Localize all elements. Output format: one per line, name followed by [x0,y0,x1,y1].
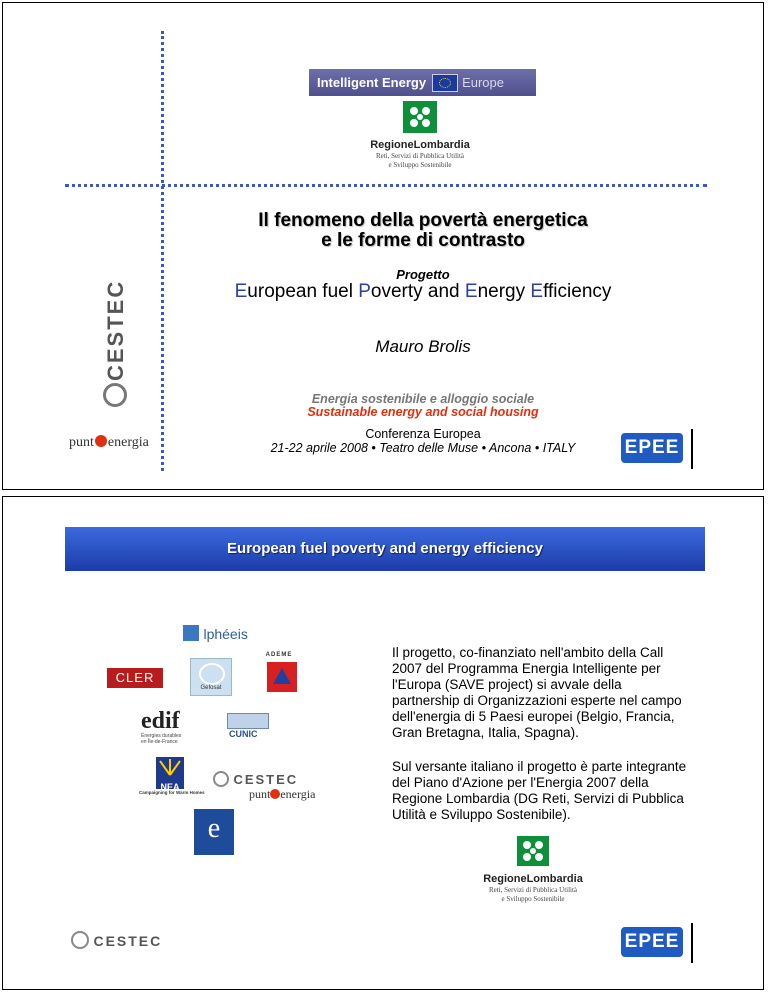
banner-right-text: Europe [462,75,504,90]
regione-lombardia-name: RegioneLombardia [483,873,583,885]
ademe-text: ADEME [265,652,293,658]
cestec-circle-icon [213,771,229,787]
epee-divider [691,429,693,469]
project-initial-p: P [358,281,371,302]
slide-2 [2,496,764,990]
energia-text: energia [107,435,149,450]
subtitle-english: Sustainable energy and social housing [307,405,539,419]
energia-text: energia [280,787,316,801]
regione-sub-line-2: e Sviluppo Sostenibile [388,161,452,169]
gefosat-logo [190,658,232,696]
gefosat-text: Gefosat [200,685,222,691]
cestec-partner-text: CESTEC [233,772,299,787]
regione-sub-line-1: Reti, Servizi di Pubblica Utilità [488,886,578,894]
cestec-circle-icon [71,931,89,949]
alpheeis-text: lphéeis [203,626,248,642]
cunic-text: CUNIC [229,729,258,739]
project-initial-e1: E [234,281,248,302]
project-initial-e2: E [464,281,478,302]
cunic-logo [225,713,291,741]
intelligent-energy-europe-logo [309,69,536,96]
edif-logo [141,709,197,745]
cunic-building-icon [227,713,269,729]
eu-flag-icon [432,74,458,92]
paragraph-1: Il progetto, co-finanziato nell'ambito della Call 2007 del Programma Energia Intelligente per l'Europa (SAVE project) si avvale della partnership di Organizzazioni esperte nel campo dell'energia di 5 Paesi europei (Belgio, Francia, Gran Bretagna, Italia, Spagna). [392,645,682,740]
ademe-logo [267,662,297,692]
nea-logo [156,757,184,792]
paragraph-2: Sul versante italiano il progetto è parte integrante del Piano d'Azione per l'Energia 2007 della Regione Lombardia (DG Reti, Servizi di Pubblica Utilità e Sviluppo Sostenibile). [392,759,687,822]
conference-info [163,427,683,455]
red-dot-icon [95,435,107,447]
cestec-circle-icon [103,383,127,407]
subtitle-italian: Energia sostenibile e alloggio sociale [311,392,535,406]
cestec-footer-text: CESTEC [93,933,163,949]
project-name [153,281,693,303]
red-dot-icon [270,789,280,799]
project-word-4: fficiency [543,281,612,302]
author-name: Mauro Brolis [375,337,471,356]
banner-left-text: Intelligent Energy [317,75,427,90]
project-word-1: uropean fuel [247,281,359,302]
regione-lombardia-subtitle [463,886,603,904]
epee-logo: EPEE [621,927,683,957]
progetto-label: Progetto [396,267,450,282]
edif-sub-2: en Île-de-France [141,739,178,745]
cler-logo: CLER [107,668,163,688]
e-partner-logo: e [194,809,234,855]
nea-subtitle: Campaigning for Warm Homes [139,790,205,795]
cestec-vertical-text: CESTEC [103,279,128,381]
slide-header: European fuel poverty and energy efficiency [65,527,705,571]
edif-sub-1: Énergies durables [141,733,182,739]
project-word-3: nergy [477,281,531,302]
regione-lombardia-name: RegioneLombardia [370,139,470,151]
epee-divider [691,923,693,963]
regione-sub-line-2: e Sviluppo Sostenibile [501,895,565,903]
nea-text: NEA [160,782,180,792]
regione-lombardia-emblem-icon [403,101,437,133]
dotted-horizontal-divider [65,184,707,187]
project-initial-e3: E [530,281,544,302]
puntoenergia-partner-logo [249,787,315,802]
gefosat-icon [199,663,225,685]
regione-lombardia-emblem-icon [517,836,549,866]
alpheeis-logo [183,625,263,647]
slide-1 [2,2,764,490]
puntoenergia-logo [69,435,149,451]
page-title [163,211,683,251]
punt-text: punt [69,435,94,450]
conference-date-place: 21-22 aprile 2008 • Teatro delle Muse • Ancona • ITALY [270,441,576,455]
edif-text: edif [141,708,180,734]
epee-logo: EPEE [621,433,683,463]
regione-sub-line-1: Reti, Servizi di Pubblica Utilità [375,152,465,160]
title-line-2: e le forme di contrasto [321,230,525,251]
punt-text: punt [249,787,271,801]
title-line-1: Il fenomeno della povertà energetica [258,210,588,231]
regione-lombardia-subtitle [350,152,490,170]
project-word-2: overty and [370,281,465,302]
cestec-logo-partner [213,771,317,787]
cestec-footer-logo [71,931,201,949]
cestec-vertical-logo [97,231,137,421]
alpheeis-icon [183,625,199,641]
conference-name: Conferenza Europea [365,427,481,441]
